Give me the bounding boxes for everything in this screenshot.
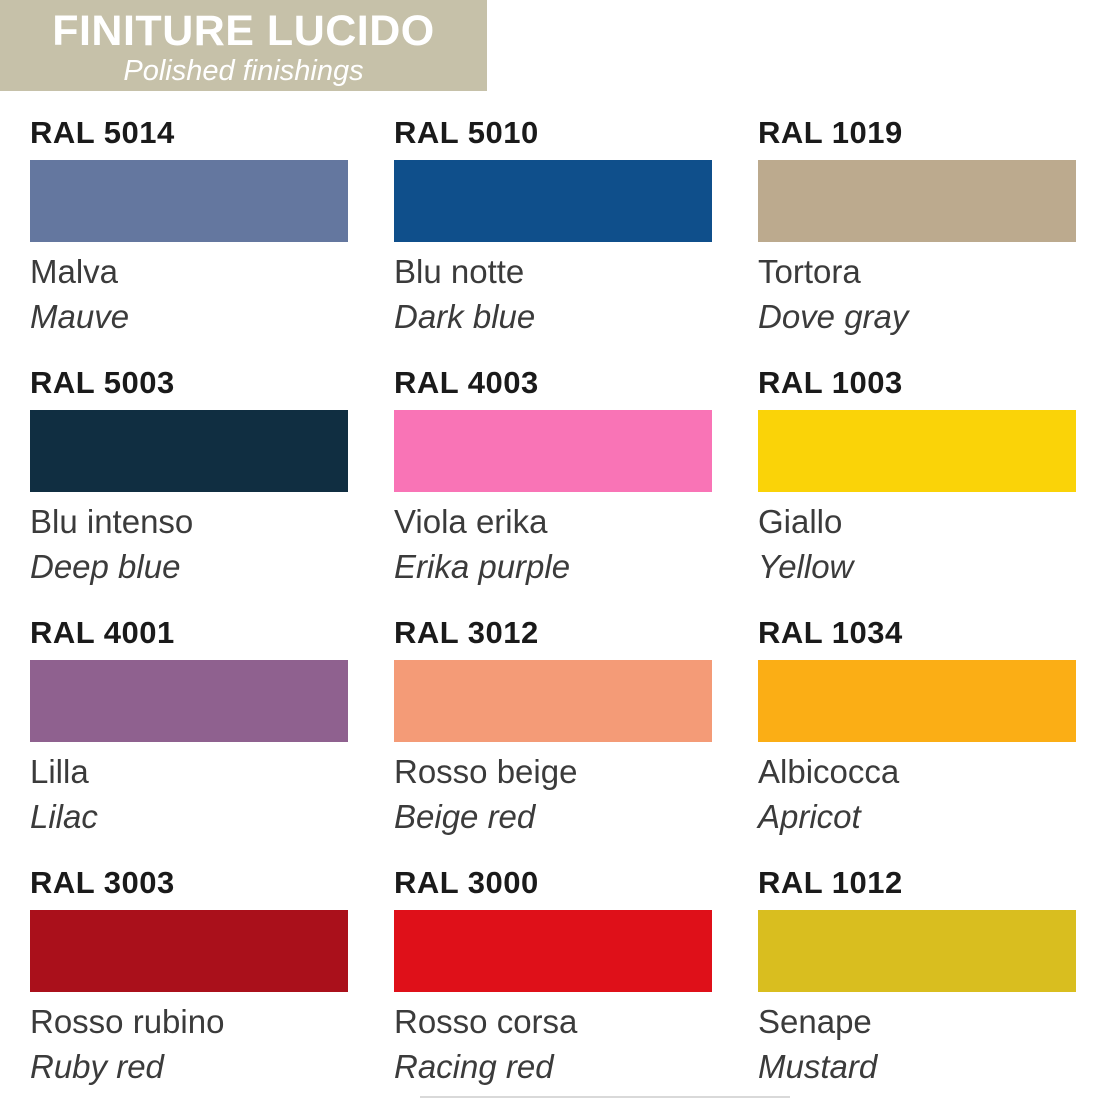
ral-code-label: RAL 3003 [30,865,175,900]
ral-code-label: RAL 5003 [30,365,175,400]
ral-code-label: RAL 3012 [394,615,539,650]
color-name-english: Erika purple [394,548,571,585]
ral-code-label: RAL 4001 [30,615,175,650]
color-swatch [30,160,348,242]
swatch-cell [758,865,1076,1115]
color-swatch [394,660,712,742]
color-name-english: Mustard [758,1048,878,1085]
swatch-cell [394,365,712,615]
color-name-english: Apricot [758,798,861,835]
swatch-cell [758,365,1076,615]
page-subtitle: Polished finishings [123,55,364,87]
color-swatch [30,660,348,742]
color-name-italian: Giallo [758,503,843,540]
color-name-italian: Albicocca [758,753,900,790]
swatch-cell [30,615,348,865]
ral-code-label: RAL 5010 [394,115,539,150]
color-name-english: Yellow [758,548,854,585]
color-name-italian: Tortora [758,253,861,290]
swatch-cell [394,115,712,365]
color-swatch [30,410,348,492]
swatch-cell [30,365,348,615]
color-name-italian: Senape [758,1003,872,1040]
swatch-cell [758,615,1076,865]
color-swatch [758,410,1076,492]
color-name-italian: Rosso beige [394,753,578,790]
color-name-italian: Lilla [30,753,89,790]
ral-code-label: RAL 1034 [758,615,903,650]
ral-code-label: RAL 4003 [394,365,539,400]
color-name-english: Lilac [30,798,98,835]
color-name-english: Beige red [394,798,536,835]
page-header-banner [0,0,487,91]
color-name-english: Dove gray [758,298,909,335]
color-swatch [758,160,1076,242]
color-name-english: Mauve [30,298,130,335]
color-swatch [758,660,1076,742]
color-name-english: Dark blue [394,298,536,335]
color-swatch [758,910,1076,992]
ral-code-label: RAL 1003 [758,365,903,400]
color-swatch [30,910,348,992]
color-name-english: Deep blue [30,548,181,585]
color-swatch [394,910,712,992]
swatch-grid [30,115,1076,1115]
color-name-italian: Viola erika [394,503,548,540]
color-name-italian: Rosso rubino [30,1003,225,1040]
color-name-italian: Blu notte [394,253,525,290]
ral-code-label: RAL 1019 [758,115,903,150]
color-name-italian: Rosso corsa [394,1003,578,1040]
bottom-edge-artifact [420,1096,790,1098]
color-swatch [394,410,712,492]
color-name-italian: Blu intenso [30,503,194,540]
swatch-cell [30,865,348,1115]
color-name-italian: Malva [30,253,119,290]
ral-code-label: RAL 1012 [758,865,903,900]
color-name-english: Racing red [394,1048,554,1085]
swatch-cell [394,865,712,1115]
swatch-cell [758,115,1076,365]
color-swatch [394,160,712,242]
page-title: FINITURE LUCIDO [52,7,435,55]
ral-code-label: RAL 3000 [394,865,539,900]
color-name-english: Ruby red [30,1048,164,1085]
swatch-cell [394,615,712,865]
swatch-cell [30,115,348,365]
ral-code-label: RAL 5014 [30,115,175,150]
